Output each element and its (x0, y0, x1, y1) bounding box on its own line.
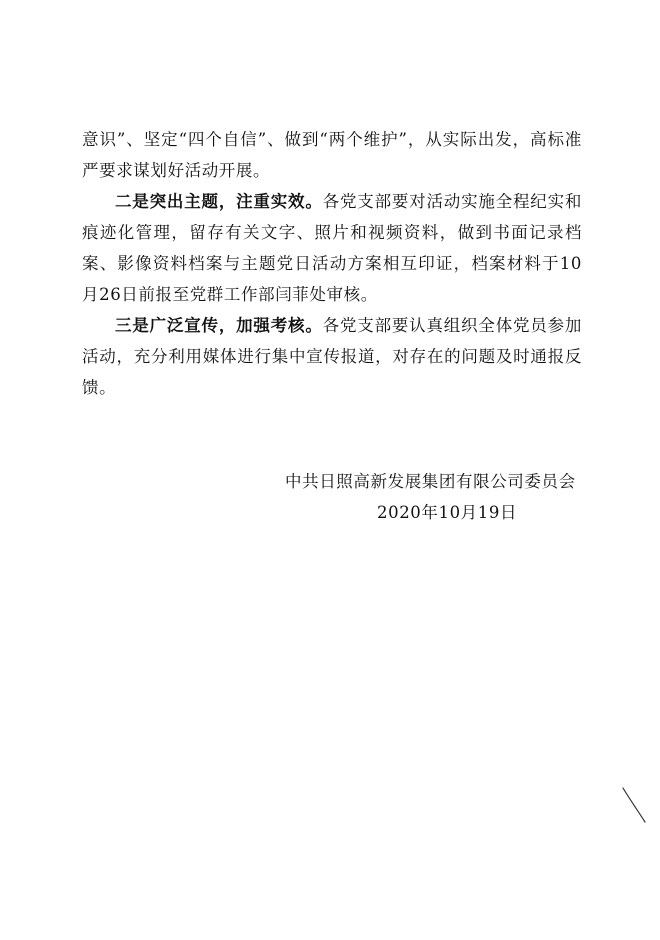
paragraph-text: 各党支部要认真组织全体党员参加活动，充分利用媒体进行集中宣传报道，对存在的问题及时通报反馈。 (82, 316, 583, 397)
signature-block (285, 466, 576, 528)
pen-stroke-mark (620, 786, 650, 826)
paragraph-text: 意识”、坚定“四个自信”、做到“两个维护”，从实际出发，高标准严要求谋划好活动开展。 (82, 130, 582, 180)
paragraph-text: 各党支部要对活动实施全程纪实和痕迹化管理，留存有关文字、照片和视频资料，做到书面记录档案、影像资料档案与主题党日活动方案相互印证，档案材料于10月26日前报至党群工作部闫菲处审核。 (82, 192, 583, 304)
paragraph-lead: 三是广泛宣传，加强考核。 (115, 316, 323, 335)
signing-date: 2020年10月19日 (377, 503, 518, 522)
signing-organization: 中共日照高新发展集团有限公司委员会 (285, 472, 576, 491)
paragraph-3 (82, 310, 582, 403)
paragraph-lead: 二是突出主题，注重实效。 (115, 192, 323, 211)
body-text (82, 124, 582, 403)
paragraph-1 (82, 124, 582, 186)
paragraph-2 (82, 186, 582, 310)
